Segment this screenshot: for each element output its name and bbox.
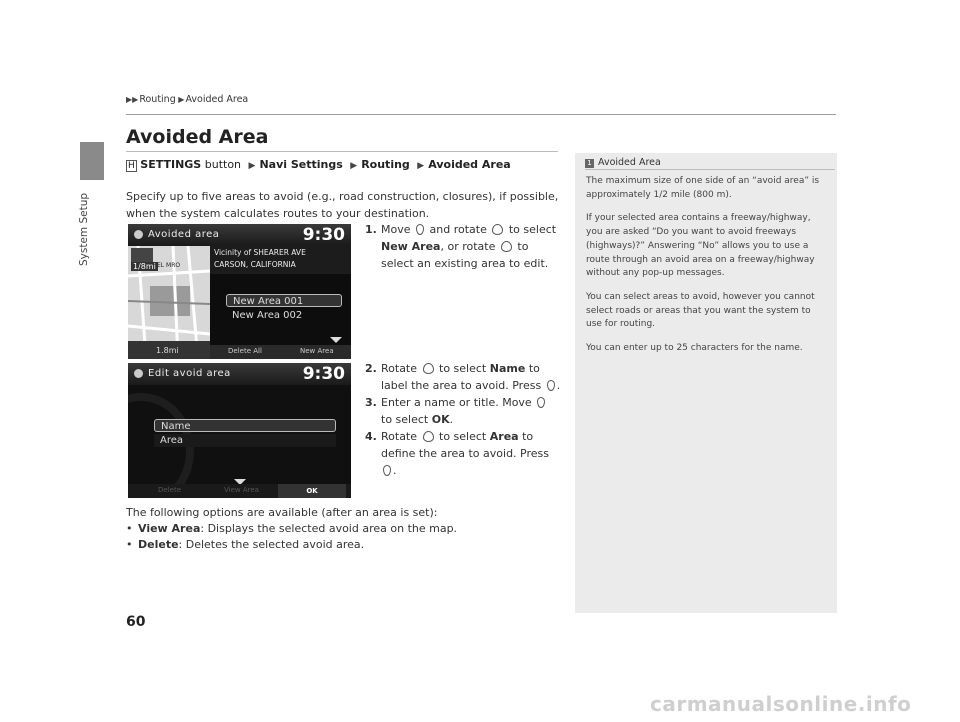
sidebar-note <box>575 153 837 613</box>
option-label: View Area <box>138 522 201 535</box>
step-text-part: to select <box>381 413 429 426</box>
sidebar-paragraph: You can enter up to 25 characters for the name. <box>586 343 803 354</box>
step-2 <box>365 360 565 396</box>
location-panel <box>210 246 351 274</box>
page-number: 60 <box>126 614 146 630</box>
step-text-part: . <box>556 379 561 392</box>
breadcrumb-arrow-icon: ▶▶ <box>126 95 139 104</box>
step-text-part: . <box>393 464 397 477</box>
step-4 <box>365 428 565 477</box>
intro-paragraph: Specify up to five areas to avoid (e.g., road construction, closures), if possible, when the system calculates routes to your destination. <box>126 190 559 220</box>
step-number: 3. <box>365 396 377 409</box>
options-intro: The following options are available (after an area is set): <box>126 506 438 519</box>
header-divider <box>126 114 836 115</box>
sidebar-heading-text: Avoided Area <box>598 157 661 168</box>
breadcrumb-arrow-icon: ▶ <box>175 95 185 104</box>
map-street-label: EL MRO <box>157 262 181 269</box>
path-routing: Routing <box>361 158 410 171</box>
step-3 <box>365 394 565 430</box>
breadcrumb-item-avoided-area[interactable]: Avoided Area <box>185 94 249 105</box>
breadcrumb <box>126 94 248 105</box>
step-text-part: to select <box>439 430 487 443</box>
step-text-part: to define the area to avoid. Press <box>381 430 549 460</box>
softkey-new-area[interactable]: New Area <box>300 347 334 355</box>
list-item-new-area-002[interactable]: New Area 002 <box>232 310 303 321</box>
step-text-part: to select <box>508 223 557 236</box>
step-keyword: OK <box>431 413 450 426</box>
step-1 <box>365 221 565 273</box>
step-text <box>381 428 561 479</box>
menu-dot-icon <box>134 369 143 378</box>
side-tab-marker <box>80 142 104 180</box>
list-panel <box>210 274 351 345</box>
menu-dot-icon <box>134 230 143 239</box>
step-text-part: . <box>449 413 454 426</box>
screen-title: Avoided area <box>148 229 220 240</box>
step-text <box>381 394 561 428</box>
step-text-part: to select <box>439 362 487 375</box>
clock: 9:30 <box>302 364 345 384</box>
step-number: 1. <box>365 223 377 236</box>
screen-edit-avoid-area <box>128 363 351 498</box>
option-desc: : Displays the selected avoid area on the map. <box>200 522 458 535</box>
option-view-area <box>126 521 566 537</box>
sidebar-paragraph: You can select areas to avoid, however you cannot select roads or areas that you want the system to use for routing. <box>586 291 815 330</box>
step-number: 4. <box>365 430 377 443</box>
screen-title-bar <box>128 363 351 385</box>
path-arrow-icon: ▶ <box>417 161 425 171</box>
map-scale-label: 1/8mi <box>133 262 156 271</box>
step-text-part: Rotate <box>381 362 418 375</box>
softkey-delete[interactable]: Delete <box>158 486 181 494</box>
list-item-area[interactable]: Area <box>154 434 336 447</box>
path-avoided-area: Avoided Area <box>428 158 511 171</box>
interface-dial-rotate-icon <box>492 224 503 235</box>
sidebar-paragraph: The maximum size of one side of an “avoid area” is approximately 1/2 mile (800 m). <box>586 176 820 200</box>
path-navi-settings: Navi Settings <box>259 158 343 171</box>
breadcrumb-item-routing[interactable]: Routing <box>139 94 176 105</box>
step-keyword: Name <box>489 362 526 375</box>
path-settings: SETTINGS <box>140 158 202 171</box>
page-title: Avoided Area <box>126 126 269 148</box>
option-delete <box>126 537 566 553</box>
watermark: carmanualsonline.info <box>650 692 912 716</box>
title-divider <box>126 151 558 152</box>
options-section <box>126 505 566 553</box>
location-line-1: Vicinity of SHEARER AVE <box>214 248 306 257</box>
joystick-move-icon <box>537 397 545 408</box>
sidebar-heading <box>585 157 661 168</box>
step-text-part: , or rotate <box>440 240 496 253</box>
softkey-ok[interactable]: OK <box>278 484 346 498</box>
sidebar-paragraph: If your selected area contains a freeway/highway, you are asked “Do you want to avoid freeways (highways)?” Answering “No” allows you to use a route through an avoid area on a freeway/highway without any pop-up messages. <box>586 213 815 279</box>
screen-avoided-area <box>128 224 351 359</box>
map-bottom-scale: 1.8mi <box>156 346 179 355</box>
step-text-part: and rotate <box>429 223 487 236</box>
step-number: 2. <box>365 362 377 375</box>
interface-dial-rotate-icon <box>423 363 434 374</box>
option-label: Delete <box>138 538 179 551</box>
interface-dial-press-icon <box>547 380 555 391</box>
path-button-word: button <box>204 158 242 171</box>
note-ref-icon: 1 <box>585 159 594 168</box>
scroll-down-icon[interactable] <box>330 337 342 343</box>
softkey-delete-all[interactable]: Delete All <box>228 347 262 355</box>
sidebar-body <box>586 175 828 366</box>
interface-dial-rotate-icon <box>501 241 512 252</box>
step-text-part: Enter a name or title. Move <box>381 396 532 409</box>
location-line-2: CARSON, CALIFORNIA <box>214 260 296 269</box>
screen-title: Edit avoid area <box>148 368 231 379</box>
softkey-bar <box>128 484 351 498</box>
step-text-part: Rotate <box>381 430 418 443</box>
interface-dial-press-icon <box>383 465 391 476</box>
step-text-part: to select an existing area to edit. <box>381 240 549 270</box>
side-tab-label: System Setup <box>78 192 90 266</box>
path-arrow-icon: ▶ <box>350 161 358 171</box>
step-text <box>381 221 561 272</box>
path-arrow-icon: ▶ <box>248 161 256 171</box>
sidebar-divider <box>585 169 835 170</box>
step-text-part: Move <box>381 223 411 236</box>
step-keyword: New Area <box>381 240 441 253</box>
step-text <box>381 360 561 394</box>
joystick-move-icon <box>416 224 424 235</box>
screen-title-bar <box>128 224 351 246</box>
menu-path <box>126 158 511 171</box>
interface-dial-rotate-icon <box>423 431 434 442</box>
list-item-name[interactable]: Name <box>154 419 336 432</box>
list-item-new-area-001[interactable]: New Area 001 <box>226 294 342 307</box>
step-text-part: to label the area to avoid. Press <box>381 362 542 392</box>
option-desc: : Deletes the selected avoid area. <box>178 538 365 551</box>
softkey-bar <box>210 345 351 359</box>
clock: 9:30 <box>302 225 345 245</box>
softkey-view-area[interactable]: View Area <box>224 486 259 494</box>
step-keyword: Area <box>489 430 519 443</box>
home-icon: H <box>128 161 135 171</box>
